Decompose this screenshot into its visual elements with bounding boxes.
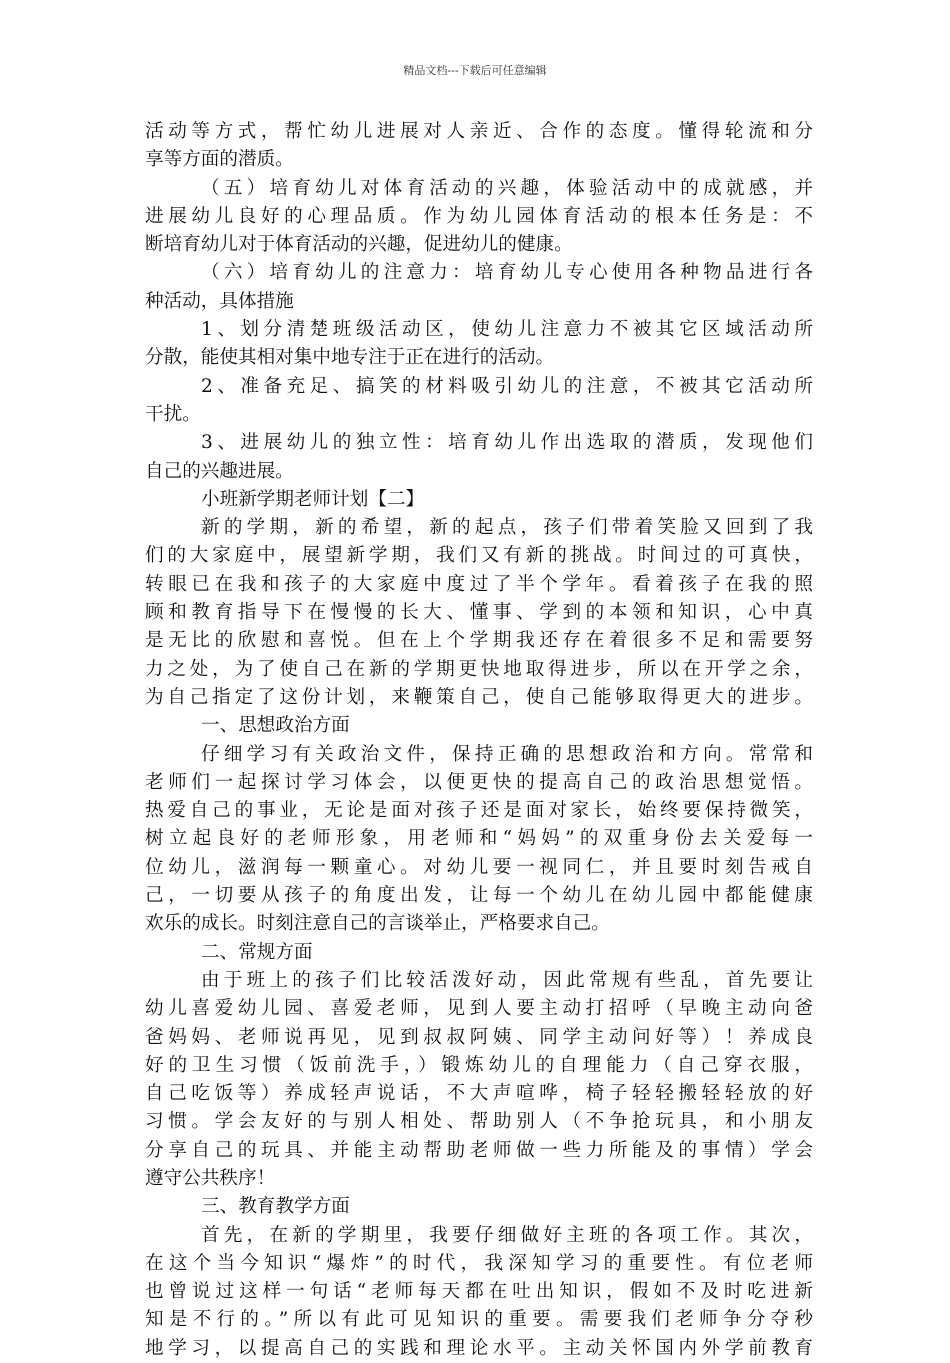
text-line: 地学习，以提高自己的实践和理论水平。主动关怀国内外学前教育 xyxy=(145,1337,813,1359)
text-line: 位幼儿，滋润每一颗童心。对幼儿要一视同仁，并且要时刻告戒自 xyxy=(145,856,813,878)
text-line: 由于班上的孩子们比较活泼好动，因此常规有些乱，首先要让 xyxy=(201,969,813,991)
text-line: 2、准备充足、搞笑的材料吸引幼儿的注意，不被其它活动所 xyxy=(201,375,813,397)
text-line: 也曾说过这样一句话“老师每天都在吐出知识，假如不及时吃进新 xyxy=(145,1281,813,1303)
text-line: 进展幼儿良好的心理品质。作为幼儿园体育活动的根本任务是：不 xyxy=(145,205,813,227)
text-line: 爸妈妈、老师说再见，见到叔叔阿姨、同学主动问好等）！养成良 xyxy=(145,1026,813,1048)
text-line: 转眼已在我和孩子的大家庭中度过了半个学年。看着孩子在我的照 xyxy=(145,573,813,595)
text-line: 们的大家庭中，展望新学期，我们又有新的挑战。时间过的可真快， xyxy=(145,545,813,567)
text-line: 新的学期，新的希望，新的起点，孩子们带着笑脸又回到了我 xyxy=(201,517,813,539)
page-header: 精品文档---下载后可任意编辑 xyxy=(403,64,547,77)
text-line: 分散，能使其相对集中地专注于正在进行的活动。 xyxy=(145,347,555,369)
text-line: 享等方面的潜质。 xyxy=(145,149,294,171)
text-line: 干扰。 xyxy=(145,403,201,425)
text-line: 首先，在新的学期里，我要仔细做好主班的各项工作。其次， xyxy=(201,1224,813,1246)
text-line: 断培育幼儿对于体育活动的兴趣，促进幼儿的健康。 xyxy=(145,234,573,256)
text-line: 老师们一起探讨学习体会，以便更快的提高自己的政治思想觉悟。 xyxy=(145,771,813,793)
text-line: 己，一切要从孩子的角度出发，让每一个幼儿在幼儿园中都能健康 xyxy=(145,885,813,907)
text-line: 自己吃饭等）养成轻声说话，不大声喧哗，椅子轻轻搬轻轻放的好 xyxy=(145,1083,813,1105)
text-line: 自己的兴趣进展。 xyxy=(145,460,294,482)
text-line: 一、思想政治方面 xyxy=(201,715,350,737)
text-line: 种活动，具体措施 xyxy=(145,290,294,312)
text-line: 活动等方式，帮忙幼儿进展对人亲近、合作的态度。懂得轮流和分 xyxy=(145,121,813,142)
text-line: 树立起良好的老师形象，用老师和“妈妈”的双重身份去关爱每一 xyxy=(145,828,813,850)
text-line: 欢乐的成长。时刻注意自己的言谈举止，严格要求自己。 xyxy=(145,913,610,935)
text-line: （五）培育幼儿对体育活动的兴趣，体验活动中的成就感，并 xyxy=(201,177,813,199)
text-line: 分享自己的玩具、并能主动帮助老师做一些力所能及的事情）学会 xyxy=(145,1139,813,1161)
text-line: 知是不行的。”所以有此可见知识的重要。需要我们老师争分夺秒 xyxy=(145,1309,813,1331)
text-line: 小班新学期老师计划【二】 xyxy=(201,488,425,510)
text-line: 热爱自己的事业，无论是面对孩子还是面对家长，始终要保持微笑， xyxy=(145,800,813,822)
text-line: 为自己指定了这份计划，来鞭策自己，使自己能够取得更大的进步。 xyxy=(145,686,813,708)
document-body xyxy=(145,118,813,1363)
text-line: 三、教育教学方面 xyxy=(201,1196,350,1218)
text-line: 二、常规方面 xyxy=(201,941,313,963)
text-line: 顾和教育指导下在慢慢的长大、懂事、学到的本领和知识，心中真 xyxy=(145,602,813,624)
text-line: 在这个当今知识“爆炸”的时代，我深知学习的重要性。有位老师 xyxy=(145,1252,813,1274)
text-line: 幼儿喜爱幼儿园、喜爱老师，见到人要主动打招呼（早晚主动向爸 xyxy=(145,998,813,1020)
text-line: 习惯。学会友好的与别人相处、帮助别人（不争抢玩具，和小朋友 xyxy=(145,1111,813,1133)
text-line: 好的卫生习惯（饭前洗手，）锻炼幼儿的自理能力（自己穿衣服， xyxy=(145,1054,813,1076)
text-line: （六）培育幼儿的注意力：培育幼儿专心使用各种物品进行各 xyxy=(201,262,813,284)
text-line: 1、划分清楚班级活动区，使幼儿注意力不被其它区域活动所 xyxy=(201,319,813,341)
text-line: 遵守公共秩序！ xyxy=(145,1167,276,1189)
text-line: 力之处，为了使自己在新的学期更快地取得进步，所以在开学之余， xyxy=(145,658,813,680)
text-line: 仔细学习有关政治文件，保持正确的思想政治和方向。常常和 xyxy=(201,743,813,765)
text-line: 3、进展幼儿的独立性：培育幼儿作出选取的潜质，发现他们 xyxy=(201,432,813,454)
text-line: 是无比的欣慰和喜悦。但在上个学期我还存在着很多不足和需要努 xyxy=(145,630,813,652)
